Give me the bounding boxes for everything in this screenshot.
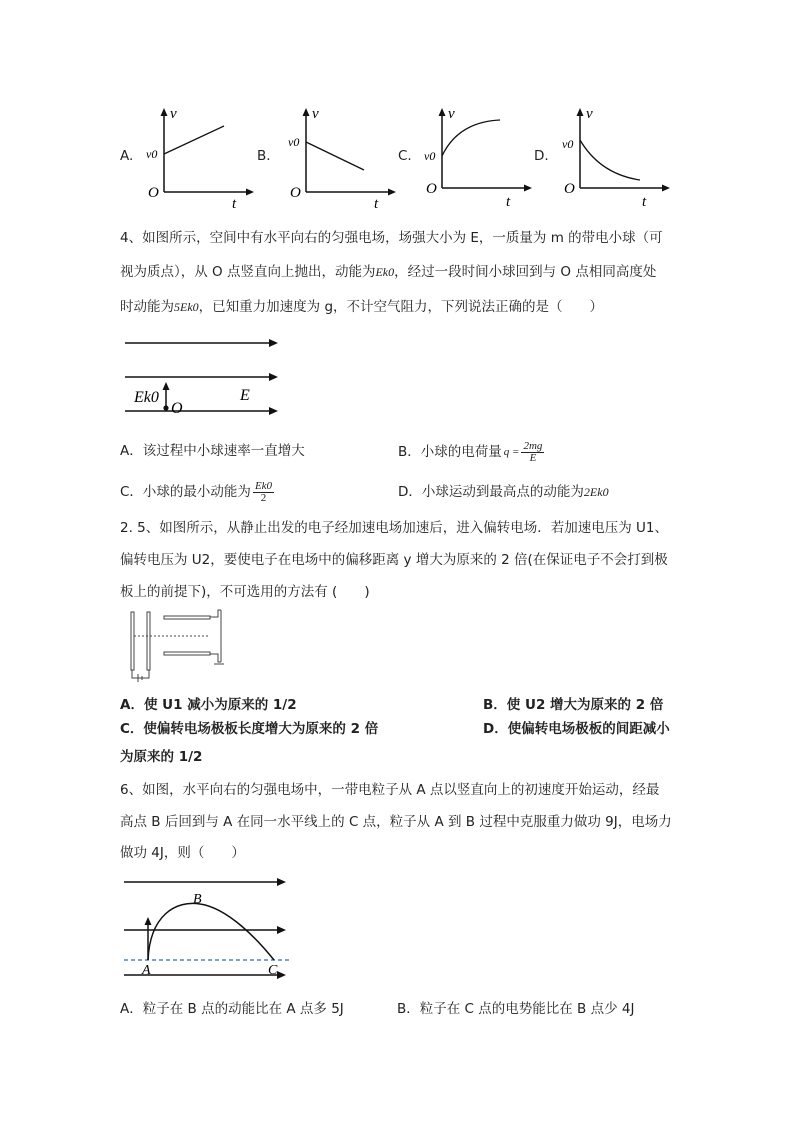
q4-line2a: 视为质点），从 O 点竖直向上抛出，动能为 — [120, 264, 376, 280]
q3-graph-c-curve — [442, 120, 500, 156]
q4-option-b-num: 2mg — [523, 439, 543, 452]
q4-option-c-fraction — [253, 481, 274, 504]
q3-graph-b-v: v — [312, 106, 319, 122]
q4-ball — [163, 405, 168, 410]
q4-line3 — [120, 297, 603, 317]
q4-option-c-den: 2 — [260, 491, 267, 504]
q4-five-ek0: 5Ek0 — [174, 300, 199, 314]
q5-option-d: D．使偏转电场极板的间距减小 — [483, 721, 670, 737]
q4-option-a: A．该过程中小球速率一直增大 — [120, 443, 305, 459]
q4-fig-o: O — [171, 400, 183, 417]
q4-option-b — [398, 438, 546, 466]
q4-option-d — [398, 482, 609, 502]
q4-option-c-prefix: C．小球的最小动能为 — [120, 484, 251, 500]
q4-option-b-q: q = — [503, 446, 520, 458]
q3-graph-b-v0: v0 — [288, 135, 300, 149]
q3-graph-c-v0: v0 — [424, 149, 436, 163]
q5-option-c: C．使偏转电场极板长度增大为原来的 2 倍 — [120, 721, 379, 737]
q5-line1: 2. 5、如图所示，从静止出发的电子经加速电场加速后，进入偏转电场．若加速电压为 U1、 — [120, 520, 669, 536]
q3-graph-d-v0: v0 — [562, 137, 574, 151]
q3-graph-b-t: t — [374, 196, 379, 210]
q4-fig-ek0: Ek0 — [134, 389, 159, 406]
q5-line2: 偏转电压为 U2，要使电子在电场中的偏移距离 y 增大为原来的 2 倍(在保证电子不会打到极 — [120, 552, 668, 568]
q3-option-a-letter: A. — [120, 148, 134, 164]
q3-graph-a-v0: v0 — [146, 147, 158, 161]
q5-option-b: B．使 U2 增大为原来的 2 倍 — [483, 697, 664, 713]
q3-option-c-letter: C. — [398, 148, 412, 164]
q6-fig-b: B — [193, 892, 202, 907]
q5-line3: 板上的前提下)，不可选用的方法有 ( ) — [120, 584, 370, 600]
q5-figure — [122, 606, 232, 684]
q3-graph-b-origin: O — [290, 185, 301, 201]
q3-option-d-letter: D. — [534, 148, 549, 164]
q4-option-b-fraction — [521, 441, 544, 464]
q3-graph-b — [282, 100, 397, 210]
q4-option-c — [120, 477, 276, 507]
q3-graph-c — [418, 100, 533, 210]
q3-graph-d-v: v — [586, 106, 593, 122]
q4-line2b: ，经过一段时间小球回到与 O 点相同高度处 — [394, 264, 657, 280]
q3-graph-c-t: t — [506, 194, 511, 210]
q3-graph-c-v: v — [448, 106, 455, 122]
q4-figure — [120, 330, 290, 425]
q4-option-b-prefix: B．小球的电荷量 — [398, 444, 502, 460]
q3-options — [0, 100, 794, 210]
q6-figure — [118, 870, 298, 980]
q4-option-b-den: E — [529, 451, 537, 464]
q3-graph-a — [140, 100, 255, 210]
q3-option-b-letter: B. — [257, 148, 271, 164]
q3-graph-c-origin: O — [426, 181, 437, 197]
q3-graph-a-origin: O — [148, 185, 159, 201]
q6-trajectory — [148, 903, 274, 960]
q4-fig-e: E — [240, 387, 250, 404]
q4-ek0: Ek0 — [375, 265, 395, 279]
q6-line3: 做功 4J，则（ ） — [120, 845, 245, 861]
q5-option-d-cont: 为原来的 1/2 — [120, 749, 203, 765]
q6-option-b: B．粒子在 C 点的电势能比在 B 点少 4J — [397, 1001, 635, 1017]
q3-graph-b-line — [306, 142, 364, 170]
q4-line3a: 时动能为 — [120, 299, 174, 315]
q3-graph-a-v: v — [170, 106, 177, 122]
q3-graph-d-curve — [580, 140, 640, 180]
q6-line2: 高点 B 后回到与 A 在同一水平线上的 C 点，粒子从 A 到 B 过程中克服重力做功 9J，电场力 — [120, 814, 672, 830]
q4-line3b: ，已知重力加速度为 g，不计空气阻力，下列说法正确的是（ ） — [198, 299, 604, 315]
q6-option-a: A．粒子在 B 点的动能比在 A 点多 5J — [120, 1001, 344, 1017]
q3-graph-d-origin: O — [564, 181, 575, 197]
q3-graph-a-line — [164, 126, 224, 154]
q3-graph-d-t: t — [642, 194, 647, 210]
q6-fig-a: A — [142, 963, 151, 978]
q4-option-d-prefix: D．小球运动到最高点的动能为 — [398, 484, 584, 500]
q3-graph-a-t: t — [232, 196, 237, 210]
q5-option-a: A．使 U1 减小为原来的 1/2 — [120, 697, 297, 713]
q3-graph-d — [556, 100, 671, 210]
q4-option-d-val: 2Ek0 — [583, 485, 609, 499]
q4-option-c-num: Ek0 — [254, 479, 273, 492]
q4-line1: 4、如图所示，空间中有水平向右的匀强电场，场强大小为 E，一质量为 m 的带电小球（可 — [120, 230, 663, 246]
q6-line1: 6、如图，水平向右的匀强电场中，一带电粒子从 A 点以竖直向上的初速度开始运动，经最 — [120, 782, 660, 798]
q4-line2 — [120, 262, 656, 282]
q6-fig-c: C — [268, 963, 278, 978]
